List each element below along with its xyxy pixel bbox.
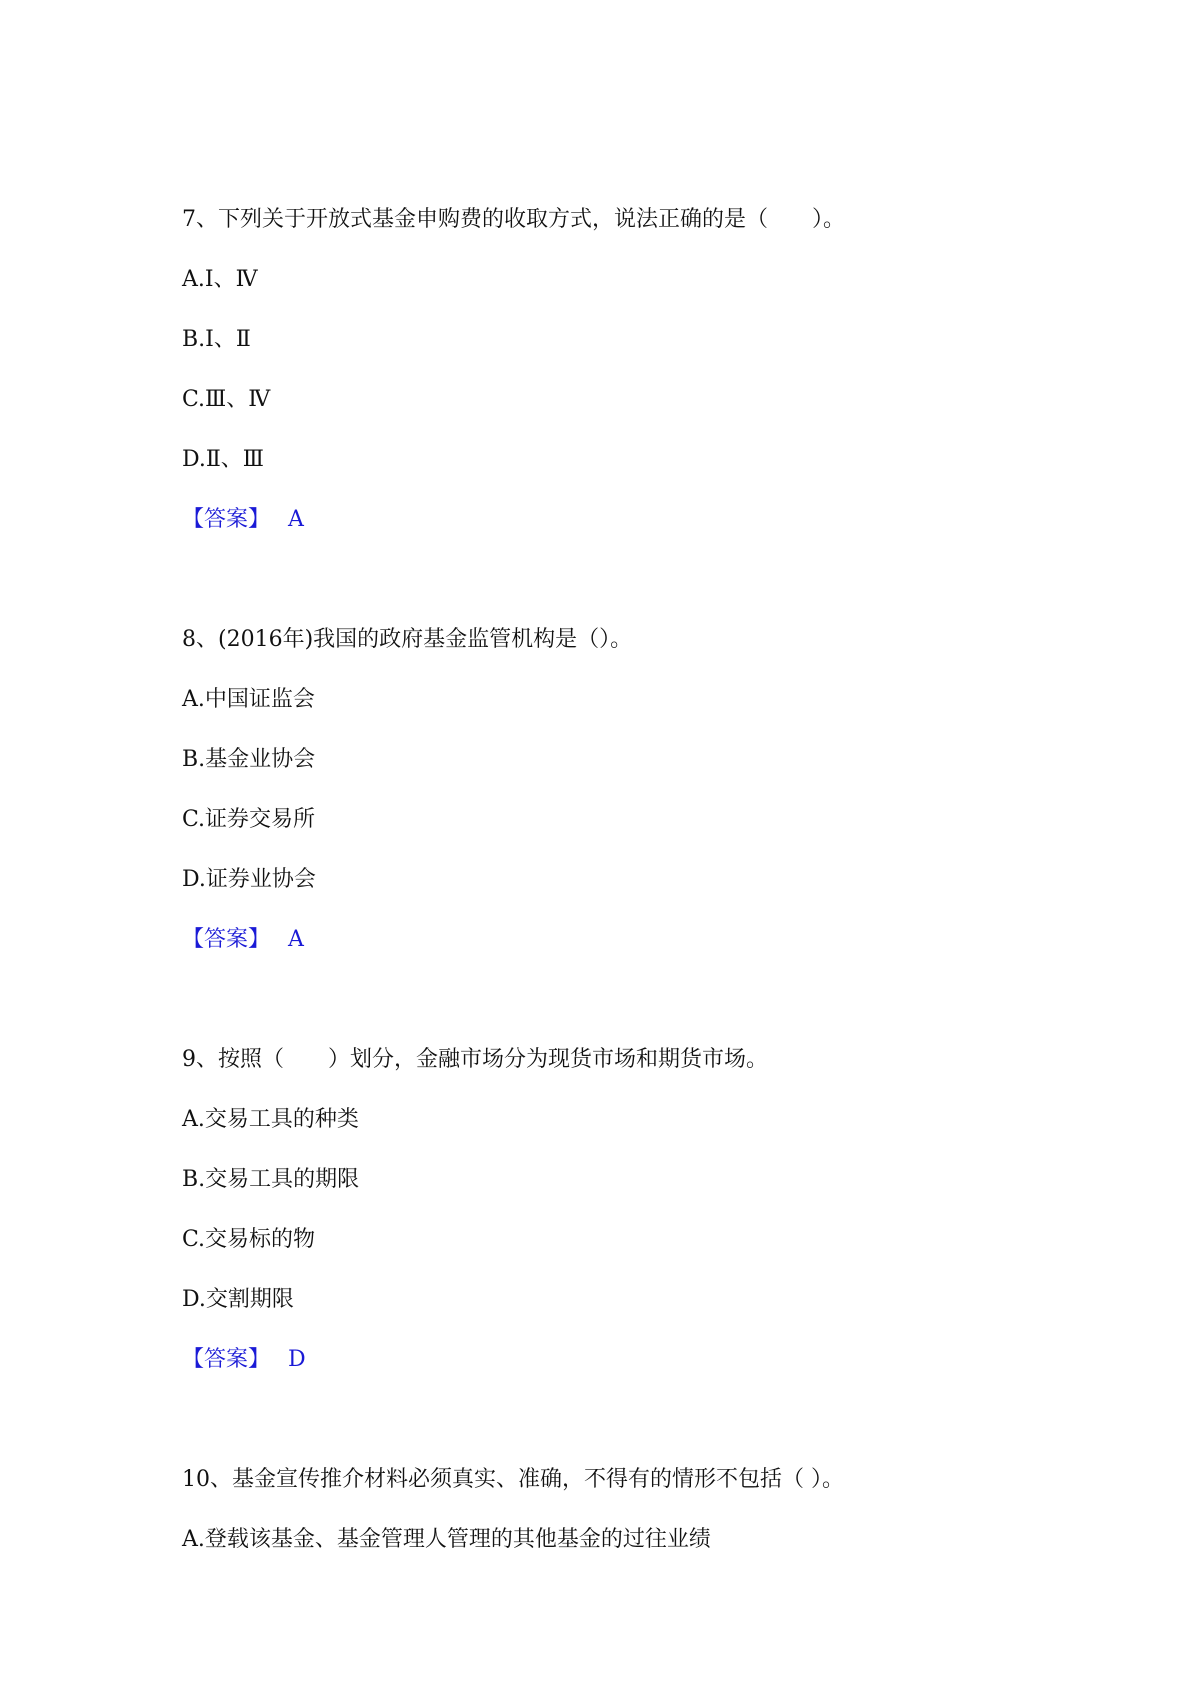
answer-value: D xyxy=(288,1347,306,1372)
question-10-option-a: A.登载该基金、基金管理人管理的其他基金的过往业绩 xyxy=(182,1527,711,1552)
question-8-option-a: A.中国证监会 xyxy=(182,687,315,712)
question-8-option-b: B.基金业协会 xyxy=(182,747,316,772)
question-8-stem: 8、(2016年)我国的政府基金监管机构是（）。 xyxy=(182,627,633,652)
question-7-stem: 7、下列关于开放式基金申购费的收取方式，说法正确的是（ ）。 xyxy=(182,207,845,232)
answer-label: 【答案】 xyxy=(182,927,271,952)
question-9-option-c: C.交易标的物 xyxy=(182,1227,316,1252)
question-7-answer xyxy=(182,505,304,535)
question-9-option-b: B.交易工具的期限 xyxy=(182,1167,360,1192)
question-7-option-d: D.Ⅱ、Ⅲ xyxy=(182,447,265,472)
answer-value: A xyxy=(288,507,304,532)
answer-label: 【答案】 xyxy=(182,507,271,532)
question-8-answer xyxy=(182,925,304,955)
question-7-option-c: C.Ⅲ、Ⅳ xyxy=(182,387,271,412)
question-8-option-d: D.证券业协会 xyxy=(182,867,316,892)
question-9-stem: 9、按照（ ）划分，金融市场分为现货市场和期货市场。 xyxy=(182,1047,768,1072)
question-7-option-a: A.Ⅰ、Ⅳ xyxy=(182,267,258,292)
question-9-option-d: D.交割期限 xyxy=(182,1287,294,1312)
question-7-option-b: B.Ⅰ、Ⅱ xyxy=(182,327,251,352)
answer-value: A xyxy=(288,927,304,952)
question-9-answer xyxy=(182,1345,306,1375)
question-8-option-c: C.证券交易所 xyxy=(182,807,316,832)
question-9-option-a: A.交易工具的种类 xyxy=(182,1107,359,1132)
question-10-stem: 10、基金宣传推介材料必须真实、准确，不得有的情形不包括（ ）。 xyxy=(182,1467,844,1492)
answer-label: 【答案】 xyxy=(182,1347,271,1372)
